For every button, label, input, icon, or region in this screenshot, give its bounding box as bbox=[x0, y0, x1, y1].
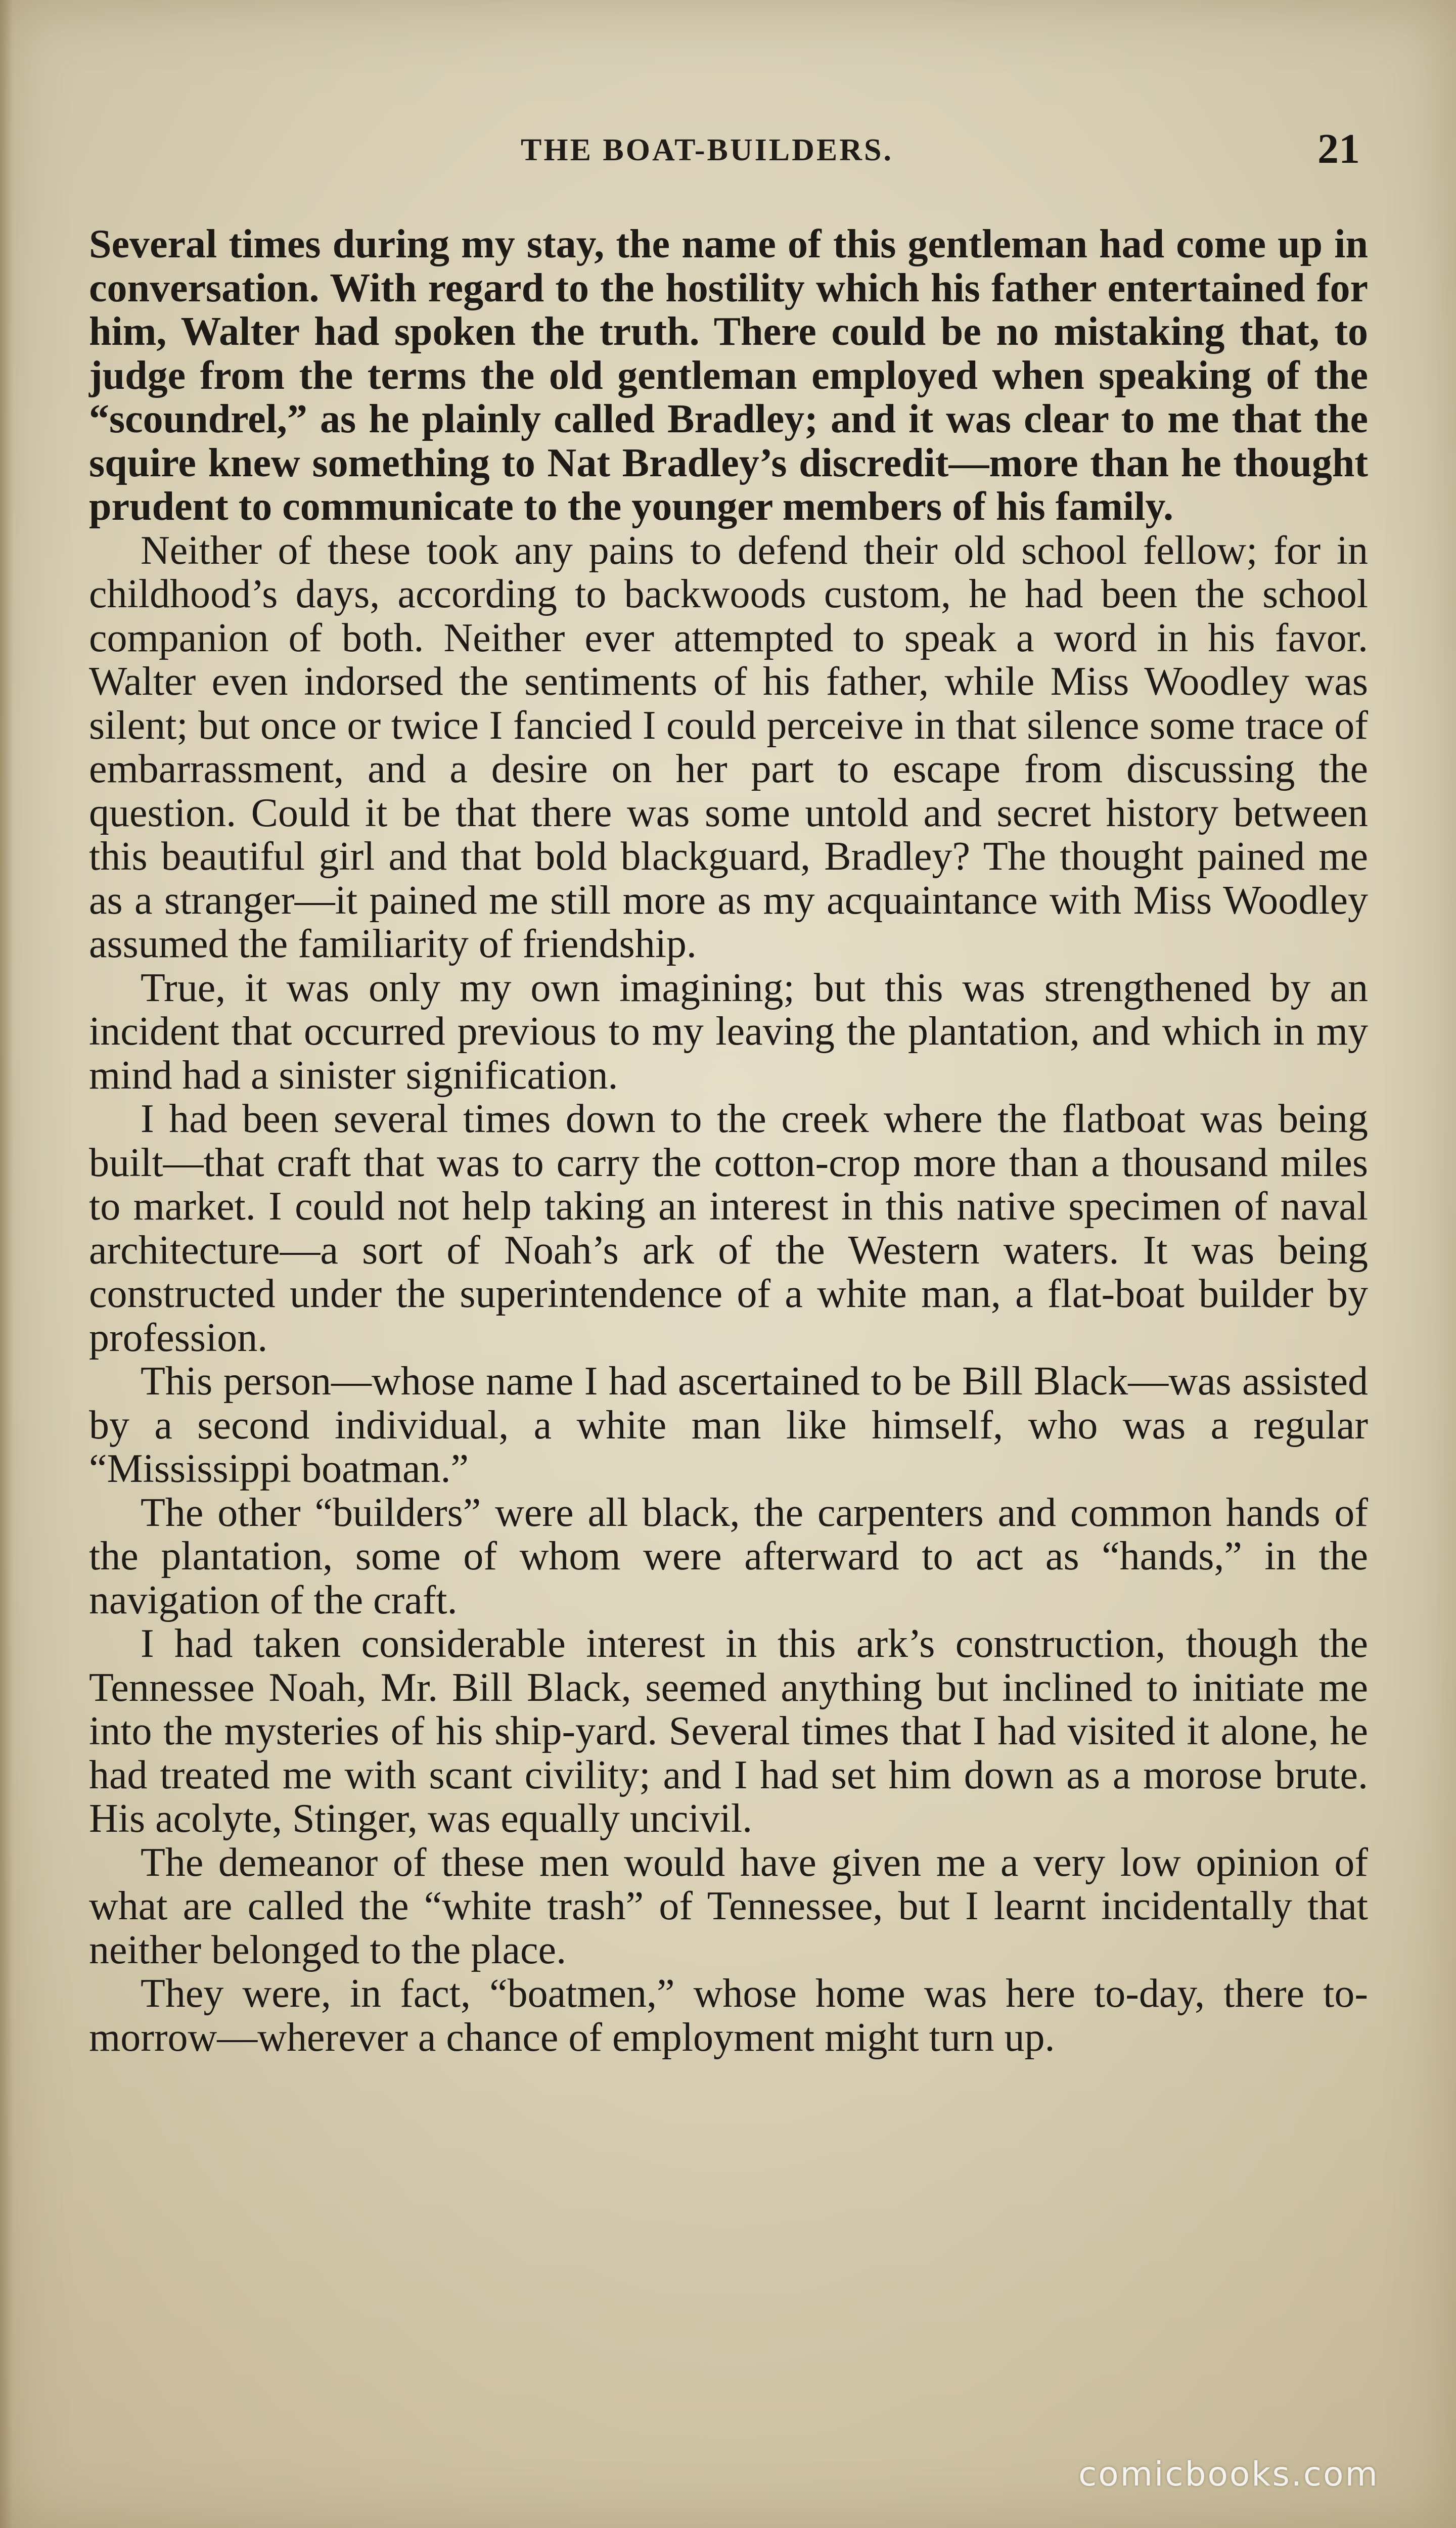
paragraph-8: The demeanor of these men would have given me a very low opinion of what are called the “white trash” of Tennessee, but I learnt incidentally that neither belonged to the place. bbox=[89, 1840, 1368, 1972]
paragraph-6: The other “builders” were all black, the carpenters and common hands of the plantation, some of whom were afterward to act as “hands,” in the navigation of the craft. bbox=[89, 1490, 1368, 1622]
watermark: comicbooks.com bbox=[1078, 2455, 1379, 2494]
paragraph-3: True, it was only my own imagining; but this was strengthened by an incident that occurred previous to my leaving the plantation, and which in my mind had a sinister signification. bbox=[89, 965, 1368, 1098]
paragraph-7: I had taken considerable interest in this ark’s construction, though the Tennessee Noah, Mr. Bill Black, seemed anything but inclined to initiate me into the mysteries of his ship-yard. Several times that I had visited it alone, he had treated me with scant civility; and I had set him down as a morose brute. His acolyte, Stinger, was equally uncivil. bbox=[89, 1621, 1368, 1841]
running-title: THE BOAT-BUILDERS. bbox=[521, 133, 893, 167]
paragraph-5: This person—whose name I had ascertained to be Bill Black—was assisted by a second individual, a white man like himself, who was a regular “Mississippi boatman.” bbox=[89, 1359, 1368, 1491]
body-text bbox=[89, 222, 1368, 2059]
paragraph-2: Neither of these took any pains to defend their old school fellow; for in childhood’s days, according to backwoods custom, he had been the school companion of both. Neither ever attempted to speak a word in his favor. Walter even indorsed the sentiments of his father, while Miss Woodley was silent; but once or twice I fancied I could perceive in that silence some trace of embarrassment, and a desire on her part to escape from discussing the question. Could it be that there was some untold and secret history between this beautiful girl and that bold blackguard, Bradley? The thought pained me as a stranger—it pained me still more as my acquaintance with Miss Woodley assumed the familiarity of friendship. bbox=[89, 528, 1368, 966]
paragraph-1: Several times during my stay, the name of this gentleman had come up in conversation. With regard to the hostility which his father entertained for him, Walter had spoken the truth. There could be no mistaking that, to judge from the terms the old gentleman employed when speaking of the “scoundrel,” as he plainly called Bradley; and it was clear to me that the squire knew something to Nat Bradley’s discredit—more than he thought prudent to communicate to the younger members of his family. bbox=[89, 222, 1368, 529]
torn-left-edge bbox=[0, 0, 13, 2528]
page-number: 21 bbox=[1317, 125, 1360, 172]
paragraph-4: I had been several times down to the creek where the flatboat was being built—that craft that was to carry the cotton-crop more than a thousand miles to market. I could not help taking an interest in this native specimen of naval architecture—a sort of Noah’s ark of the Western waters. It was being constructed under the superintendence of a white man, a flat-boat builder by profession. bbox=[89, 1097, 1368, 1360]
paragraph-9: They were, in fact, “boatmen,” whose home was here to-day, there to-morrow—wherever a chance of employment might turn up. bbox=[89, 1971, 1368, 2060]
